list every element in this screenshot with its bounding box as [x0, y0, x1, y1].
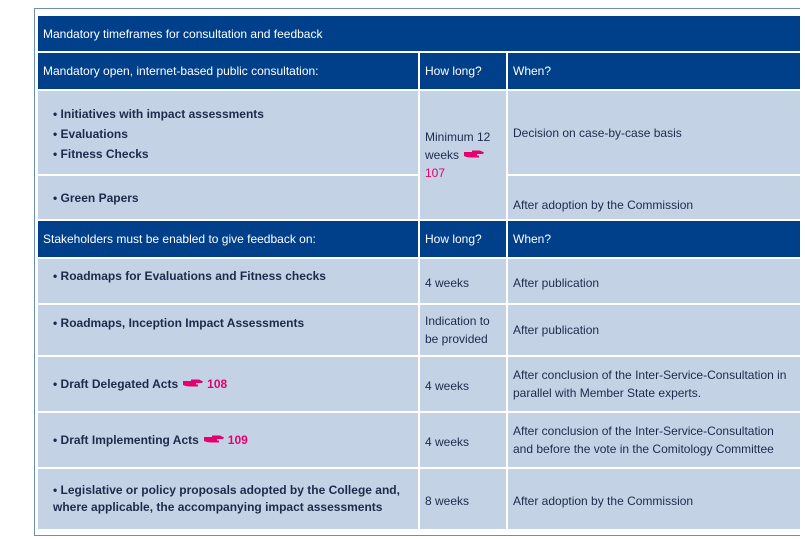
- table-title: Mandatory timeframes for consultation and feedback: [38, 16, 800, 51]
- list-item: • Green Papers: [53, 190, 139, 205]
- how-long-cell: 4 weeks: [420, 413, 506, 467]
- item-cell: [38, 259, 418, 303]
- section2-header-left: Stakeholders must be enabled to give feedback on:: [38, 221, 418, 257]
- reference-107-link[interactable]: 107: [425, 166, 446, 180]
- when-cell: [508, 413, 800, 467]
- reference-109-link[interactable]: 109: [227, 433, 248, 447]
- pointing-hand-icon[interactable]: [182, 377, 204, 389]
- item-cell: [38, 413, 418, 467]
- table-row: [38, 91, 800, 174]
- item-cell: [38, 357, 418, 411]
- when-line: parallel with Member State experts.: [513, 386, 702, 400]
- when-cell: [508, 357, 800, 411]
- list-item: • Roadmaps for Evaluations and Fitness checks: [53, 269, 326, 283]
- how-long-line: be provided: [425, 332, 488, 346]
- timeframes-table: [36, 14, 802, 531]
- green-papers-cell: [38, 176, 418, 219]
- list-item: • Draft Implementing Acts 109: [53, 433, 248, 447]
- list-item: • Roadmaps, Inception Impact Assessments: [53, 316, 305, 330]
- table-row: [38, 259, 800, 303]
- when-line: After conclusion of the Inter-Service-Consultation in: [513, 368, 787, 382]
- section1-header-left: Mandatory open, internet-based public consultation:: [38, 53, 418, 89]
- section1-header-row: [38, 53, 800, 89]
- how-long-line: Indication to: [425, 314, 490, 328]
- section2-header-row: [38, 221, 800, 257]
- item-cell: [38, 305, 418, 355]
- section1-duration-cell: [420, 91, 506, 219]
- list-item: • Legislative or policy proposals adopted by the College and,: [53, 483, 400, 497]
- green-papers-when: After adoption by the Commission: [508, 176, 800, 219]
- section1-items-when: Decision on case-by-case basis: [508, 91, 800, 174]
- how-long-cell: 8 weeks: [420, 469, 506, 529]
- section1-items-cell: [38, 91, 418, 174]
- how-long-cell: 4 weeks: [420, 259, 506, 303]
- when-line: After conclusion of the Inter-Service-Consultation: [513, 424, 774, 438]
- list-item: • Initiatives with impact assessments: [53, 106, 264, 121]
- section1-header-when: When?: [508, 53, 800, 89]
- when-cell: After adoption by the Commission: [508, 469, 800, 529]
- table-row: [38, 176, 800, 219]
- duration-text-line2: weeks: [425, 146, 501, 164]
- how-long-cell: 4 weeks: [420, 357, 506, 411]
- pointing-hand-icon[interactable]: [203, 433, 225, 445]
- list-item: • Draft Delegated Acts 108: [53, 377, 228, 391]
- item-cell: [38, 469, 418, 529]
- section2-header-how-long: How long?: [420, 221, 506, 257]
- when-cell: After publication: [508, 259, 800, 303]
- table-row: [38, 469, 800, 529]
- table-row: [38, 305, 800, 355]
- section1-header-how-long: How long?: [420, 53, 506, 89]
- section2-header-when: When?: [508, 221, 800, 257]
- list-item: • Fitness Checks: [53, 146, 149, 161]
- reference-108-link[interactable]: 108: [207, 377, 228, 391]
- how-long-cell: [420, 305, 506, 355]
- list-item-continuation: where applicable, the accompanying impact assessments: [53, 500, 383, 514]
- when-line: and before the vote in the Comitology Committee: [513, 442, 774, 456]
- when-cell: After publication: [508, 305, 800, 355]
- table-row: [38, 357, 800, 411]
- list-item: • Evaluations: [53, 126, 128, 141]
- table-row: [38, 413, 800, 467]
- duration-text: Minimum 12: [425, 130, 491, 144]
- pointing-hand-icon[interactable]: [463, 148, 485, 160]
